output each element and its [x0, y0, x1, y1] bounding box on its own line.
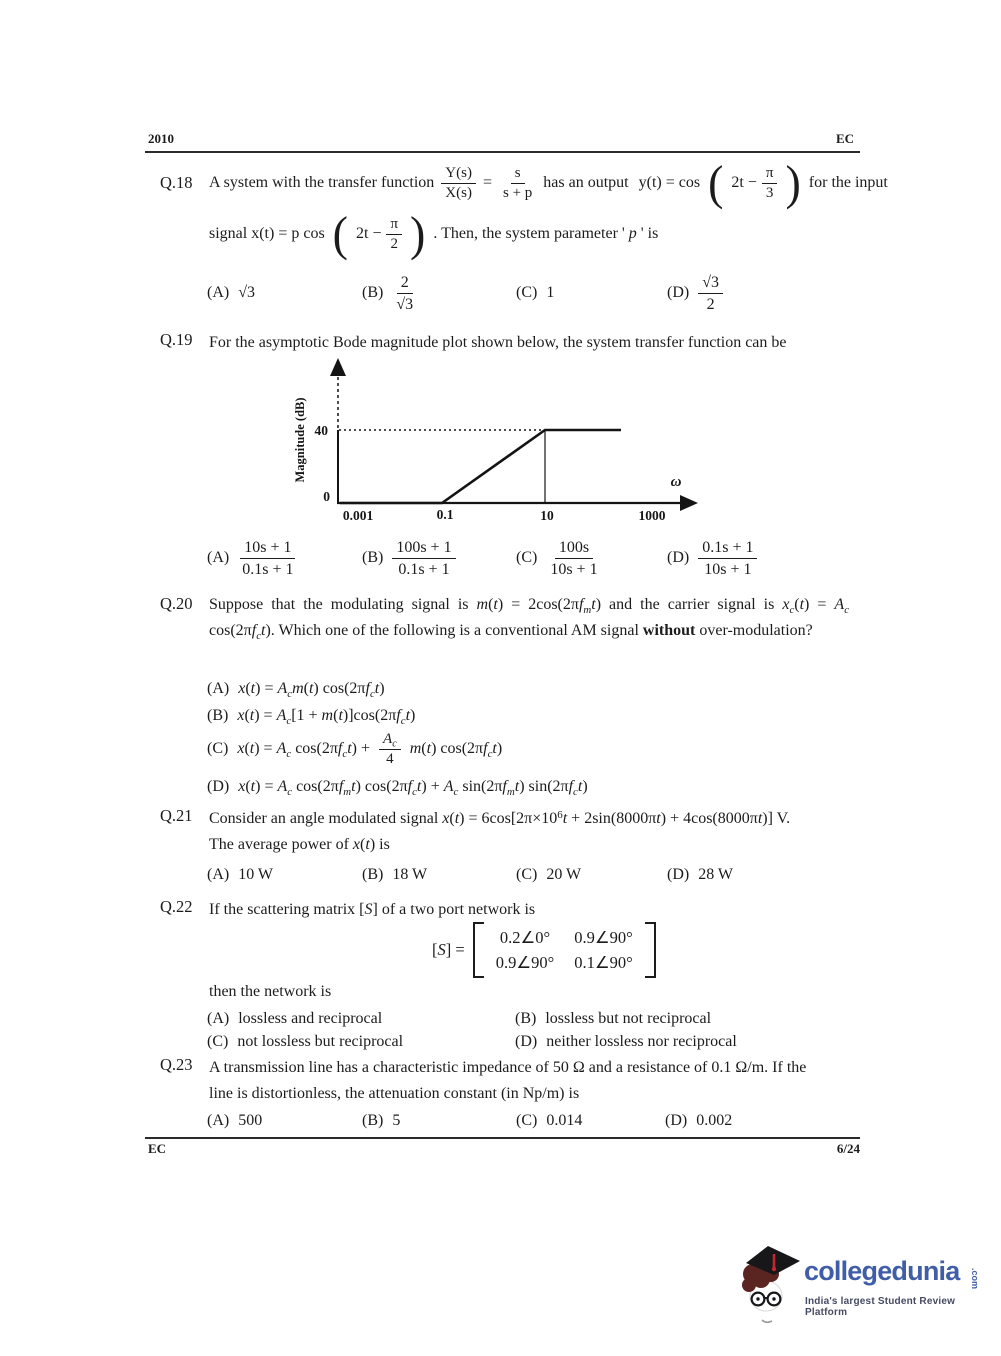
pi-over-2-fraction: $\frac{\pi}{2}$ [386, 216, 402, 253]
q18-option-a-value: √3 [238, 284, 255, 301]
collegedunia-brand-text: collegedunia [804, 1256, 960, 1286]
open-paren: ( [708, 156, 724, 210]
matrix-lhs: [S] = [432, 940, 465, 959]
equals-sign: = [482, 174, 492, 191]
q20-option-b-formula: $x(t) = A_c[1 + m(t)]\cos(2\pi f_ct)$ [237, 707, 416, 727]
ylabel-magnitude: Magnitude (dB) [293, 397, 307, 483]
q20-number: Q.20 [160, 594, 193, 613]
q21-number: Q.21 [160, 806, 193, 825]
q20-option-d: (D) $x(t) = A_c$ $\cos(2\pi f_mt) \cos(2\pi f_ct) + A_c$ $\sin(2\pi f_mt)$ $\sin(2\pi f_ct)$ [207, 774, 588, 800]
q23-option-c: (C) 0.014 [516, 1112, 583, 1129]
q19-option-d: (D) $\frac{0.1s + 1}{10s + 1}$ [667, 531, 757, 585]
q19-option-a: (A) $\frac{10s + 1}{0.1s + 1}$ [207, 531, 297, 585]
q22-number: Q.22 [160, 897, 193, 916]
matrix-bracket-right [645, 922, 656, 978]
footer-paper-code: EC [148, 1141, 167, 1156]
q19-option-a-fraction: $\frac{10s + 1}{0.1s + 1}$ [242, 538, 294, 578]
xtick-1000: 1000 [638, 508, 666, 523]
close-paren: ) [410, 207, 426, 261]
ytick-0: 0 [323, 489, 330, 504]
q21-option-c: (C) 20 W [516, 866, 582, 883]
q18-option-b-fraction: $\frac{2}{√3}$ [396, 273, 414, 313]
q18-option-b: (B) $\frac{2}{√3}$ [362, 266, 417, 320]
open-paren: ( [332, 207, 348, 261]
matrix-entry-21: 0.9∠90° [495, 952, 555, 972]
bode-magnitude-plot [288, 354, 700, 532]
q19-option-c-fraction: $\frac{100s}{10s + 1}$ [550, 538, 598, 578]
collegedunia-tagline: India's largest Student Review Platform [805, 1296, 956, 1318]
q22-stem: If the scattering matrix [S] of a two port network is [209, 901, 536, 918]
matrix-entry-22: 0.1∠90° [574, 952, 633, 972]
q18-stem-line2 [209, 206, 658, 262]
q18-stem2-post: . Then, the system parameter ' p ' is [433, 225, 659, 242]
xtick-0001: 0.001 [342, 508, 374, 523]
q23-option-b: (B) 5 [362, 1112, 401, 1129]
q21-option-b: (B) 18 W [362, 866, 428, 883]
matrix-entries [492, 926, 637, 975]
q19-number: Q.19 [160, 330, 193, 349]
q23-option-a: (A) 500 [207, 1112, 263, 1129]
header-year: 2010 [148, 131, 174, 146]
matrix-entry-12: 0.9∠90° [574, 927, 633, 947]
close-paren: ) [785, 156, 801, 210]
collegedunia-tld-text: .com [970, 1268, 980, 1290]
q20-option-c: (C) $x(t) = A_c$ $\cos(2\pi f_ct)$ + $\frac{A_c}{4}$ m(t) $\cos(2\pi f_ct)$ [207, 730, 503, 767]
q18-option-d-fraction: $\frac{√3}{2}$ [698, 273, 723, 314]
q21-option-a: (A) 10 W [207, 866, 274, 883]
xtick-10: 10 [540, 508, 554, 523]
q23-stem-line2: line is distortionless, the attenuation constant (in Np/m) is [209, 1085, 580, 1102]
xtick-01: 0.1 [436, 507, 454, 522]
y-axis-arrow-icon [330, 358, 346, 376]
matrix-entry-11: 0.2∠0° [499, 927, 551, 947]
q22-option-a: (A) lossless and reciprocal [207, 1010, 383, 1027]
q18-stem-pre: A system with the transfer function [209, 174, 435, 191]
q22-option-c: (C) not lossless but reciprocal [207, 1033, 404, 1050]
q18-stem-post: for the input [808, 174, 888, 191]
q20-option-c-fraction: $\frac{A_c}{4}$ [379, 731, 401, 768]
q20-option-a: (A) $x(t) = A_cm(t)$ $\cos(2\pi f_ct)$ [207, 676, 385, 702]
matrix-bracket-left [473, 922, 484, 978]
q19-option-b-fraction: $\frac{100s + 1}{0.1s + 1}$ [392, 538, 455, 579]
magnitude-curve [340, 430, 621, 503]
rhs-fraction: $\frac{s}{s + p}$ [503, 164, 533, 201]
q19-option-c: (C) $\frac{100s}{10s + 1}$ [516, 531, 602, 585]
x-axis-arrow-icon [680, 495, 698, 511]
q18-option-c: (C) 1 [516, 284, 555, 301]
collegedunia-mascot-icon [738, 1244, 802, 1330]
q23-option-d: (D) 0.002 [665, 1112, 733, 1129]
scattering-matrix [432, 920, 656, 980]
q18-option-a: (A) √3 [207, 284, 255, 301]
q19-option-b: (B) $\frac{100s + 1}{0.1s + 1}$ [362, 531, 456, 585]
header-paper-code: EC [836, 131, 855, 146]
q22-then-text: then the network is [209, 983, 332, 1000]
ytick-40: 40 [314, 423, 328, 438]
q19-stem: For the asymptotic Bode magnitude plot shown below, the system transfer function can be [209, 334, 787, 351]
xlabel-omega: ω [670, 474, 682, 490]
q20-option-c-pre: $x(t) = A_c$ $\cos(2\pi f_ct)$ + [237, 740, 371, 760]
q18-stem-line1 [209, 152, 888, 214]
q18-input-arg: 2t − $\frac{\pi}{2}$ [356, 216, 402, 253]
q20-stem: Suppose that the modulating signal is $m(t) = 2\cos(2\pi f_mt)$ and the carrier signal is $x_c(t) = A_c$ $\cos(2\pi f_ct)$. Which one of the following is a conventional AM signal without over-modulation? [209, 596, 850, 642]
q18-option-c-value: 1 [546, 284, 555, 301]
q23-number: Q.23 [160, 1055, 193, 1074]
q20-option-d-formula: $x(t) = A_c$ $\cos(2\pi f_mt) \cos(2\pi f_ct) + A_c$ $\sin(2\pi f_mt)$ $\sin(2\pi f_ct)$ [238, 778, 588, 798]
q19-option-d-fraction: $\frac{0.1s + 1}{10s + 1}$ [698, 538, 757, 579]
q20-option-c-post: m(t) $\cos(2\pi f_ct)$ [409, 740, 503, 760]
q18-output-arg: 2t − $\frac{\pi}{3}$ [731, 165, 777, 202]
q18-option-d: (D) $\frac{√3}{2}$ [667, 266, 723, 320]
q21-stem-line2: The average power of x(t) is [209, 836, 390, 853]
q21-option-d: (D) 28 W [667, 866, 734, 883]
q18-output-lhs: y(t) = cos [638, 174, 701, 191]
q23-stem-line1: A transmission line has a characteristic impedance of 50 Ω and a resistance of 0.1 Ω/m. If the [209, 1059, 807, 1076]
q18-input-lhs: signal x(t) = p cos [209, 225, 325, 242]
pi-over-3-fraction: $\frac{\pi}{3}$ [762, 165, 778, 202]
collegedunia-logo [738, 1244, 996, 1336]
q22-option-b: (B) lossless but not reciprocal [515, 1010, 712, 1027]
footer-rule [145, 1137, 860, 1139]
q20-option-b: (B) $x(t) = A_c[1 + m(t)]\cos(2\pi f_ct)$ [207, 703, 415, 729]
footer-page-number: 6/24 [836, 1141, 860, 1156]
q18-number: Q.18 [160, 173, 193, 192]
q22-option-d: (D) neither lossless nor reciprocal [515, 1033, 737, 1050]
q18-stem-mid: has an output [543, 174, 629, 191]
q21-stem-line1: Consider an angle modulated signal $x(t) = 6\cos[2\pi\times 10^6t + 2\sin(8000\pi t) + 4\cos(8000\pi t)]$ V. [209, 809, 791, 827]
q20-option-a-formula: $x(t) = A_cm(t)$ $\cos(2\pi f_ct)$ [238, 680, 385, 700]
transfer-function-fraction: $\frac{Y(s)}{X(s)}$ [441, 165, 476, 202]
